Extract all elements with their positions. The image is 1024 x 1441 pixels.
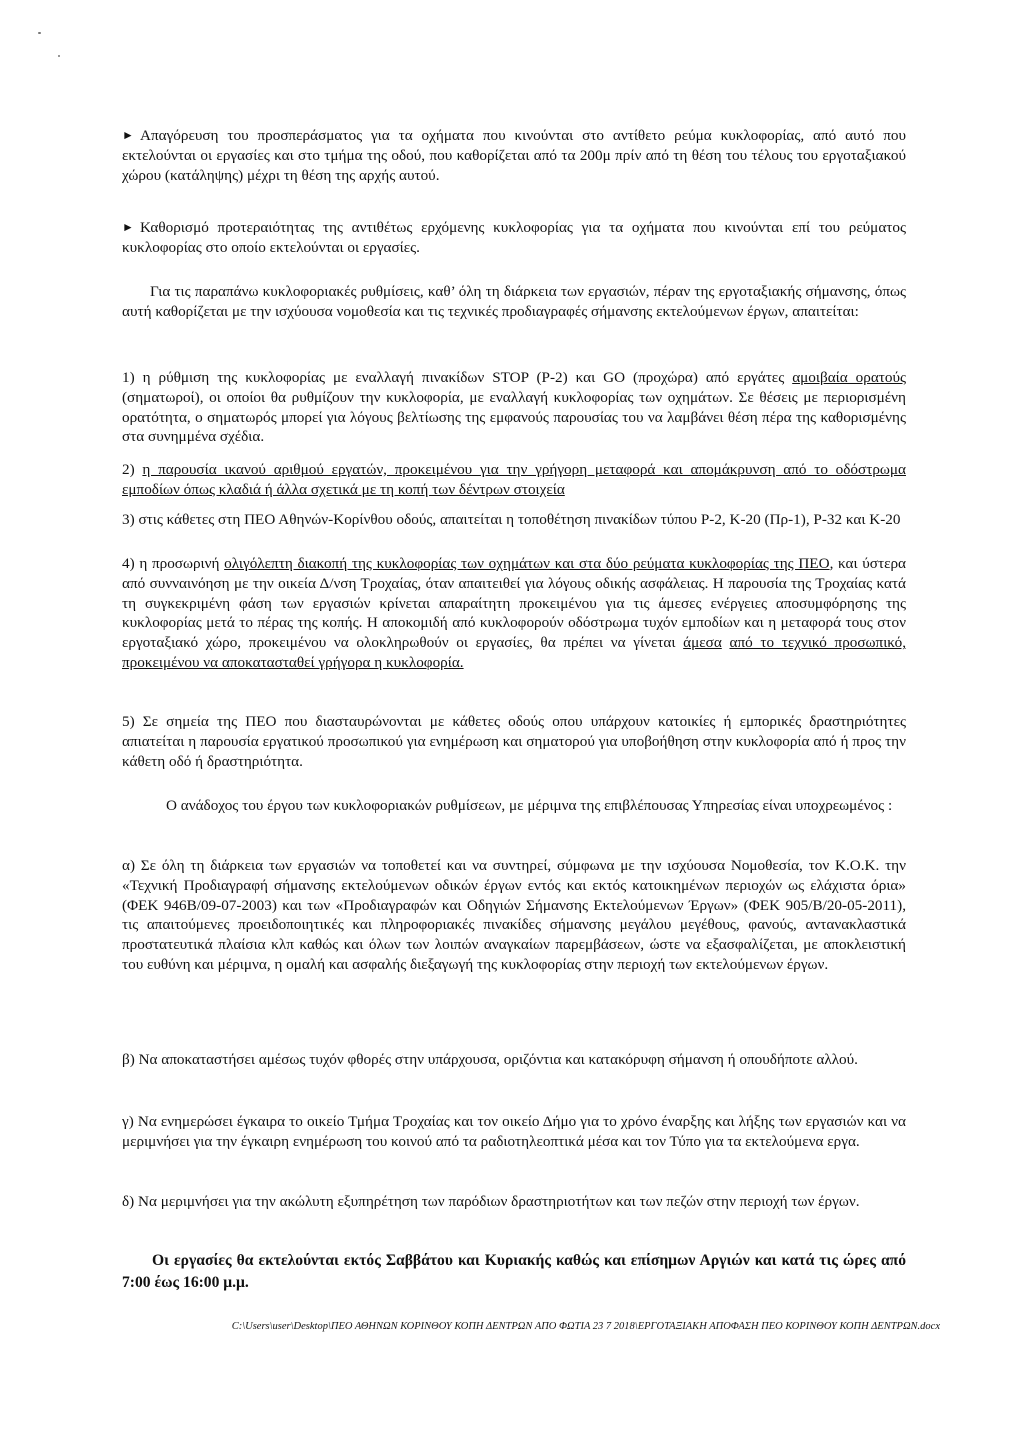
bullet-text: Απαγόρευση του προσπεράσματος για τα οχήματα που κινούνται στο αντίθετο ρεύμα κυκλοφορίας, από αυτό που εκτελούνται οι εργασίες και στο τμήμα της οδού, που καθορίζεται από τα 200μ πρίν από τη θέση του τέλους του εργοταξιακού χώρου (κατάληψης) μέχρι τη θέση της αρχής αυτού. bbox=[122, 127, 906, 184]
requirement-1-underlined: αμοιβαία ορατούς bbox=[792, 369, 907, 386]
bullet-text: Καθορισμό προτεραιότητας της αντιθέτως ερχόμενης κυκλοφορίας για τα οχήματα που κινούνται επί του ρεύματος κυκλοφορίας στο οποίο εκτελούνται οι εργασίες. bbox=[122, 219, 906, 256]
requirement-3: 3) στις κάθετες στη ΠΕΟ Αθηνών-Κορίνθου οδούς, απαιτείται η τοποθέτηση πινακίδων τύπου Ρ-2, Κ-20 (Πρ-1), Ρ-32 και Κ-20 bbox=[122, 511, 901, 528]
obligation-b: β) Να αποκαταστήσει αμέσως τυχόν φθορές στην υπάρχουσα, οριζόντια και κατακόρυφη σήμανση ή οπουδήποτε αλλού. bbox=[122, 1051, 858, 1068]
bullet-item bbox=[122, 218, 906, 258]
obligation-c: γ) Να ενημερώσει έγκαιρα το οικείο Τμήμα Τροχαίας και τον οικείο Δήμο για το χρόνο έναρξης και λήξης των εργασιών και να μεριμνήσει για την έγκαιρη ενημέρωση του κοινού από τα ραδιοτηλεοπτικά μέσα και τον Τύπο για τα εκτελούμενα εργα. bbox=[122, 1113, 906, 1150]
requirement-4-underlined-2: άμεσα bbox=[683, 634, 722, 652]
obligation-d: δ) Να μεριμνήσει για την ακώλυτη εξυπηρέτηση των παρόδιων δραστηριοτήτων και των πεζών στην περιοχή των έργων. bbox=[122, 1193, 860, 1210]
intro-paragraph: Για τις παραπάνω κυκλοφοριακές ρυθμίσεις, καθ’ όλη τη διάρκεια των εργασιών, πέραν της εργοταξιακής σήμανσης, όπως αυτή καθορίζεται με την ισχύουσα νομοθεσία και τις τεχνικές προδιαγραφές σήμανσης εκτελούμενων έργων, απαιτείται: bbox=[122, 283, 906, 320]
requirement-2 bbox=[122, 460, 906, 500]
scan-speck bbox=[38, 32, 41, 34]
requirement-2-underlined: η παρουσία ικανού αριθμού εργατών, προκειμένου για την γρήγορη μεταφορά και απομάκρυνση από το οδόστρωμα εμποδίων όπως κλαδιά ή άλλα σχετικά με τη κοπή των δέντρων στοιχεία bbox=[122, 461, 906, 498]
contractor-paragraph: Ο ανάδοχος του έργου των κυκλοφοριακών ρυθμίσεων, με μέριμνα της επιβλέπουσας Υπηρεσίας είναι υποχρεωμένος : bbox=[166, 797, 893, 814]
requirement-1 bbox=[122, 368, 906, 447]
footer-file-path: C:\Users\user\Desktop\ΠΕΟ ΑΘΗΝΩΝ ΚΟΡΙΝΘΟΥ ΚΟΠΗ ΔΕΝΤΡΩΝ ΑΠΟ ΦΩΤΙΑ 23 7 2018\ΕΡΓΟΤΑΞΙΑΚΗ ΑΠΟΦΑΣΗ ΠΕΟ ΚΟΡΙΝΘΟΥ ΚΟΠΗ ΔΕΝΤΡΩΝ.docx bbox=[231, 1321, 940, 1332]
requirement-4-underlined: ολιγόλεπτη διακοπή της κυκλοφορίας των οχημάτων και στα δύο ρεύματα κυκλοφορίας της ΠΕΟ bbox=[224, 555, 830, 572]
requirement-1-text: 1) η ρύθμιση της κυκλοφορίας με εναλλαγή πινακίδων STOP (Ρ-2) και GO (προχώρα) από εργάτες bbox=[122, 369, 785, 386]
requirement-4-text-cont: , και ύστερα από συνναινόηση με την οικεία Δ/νση Τροχαίας, όταν απαιτειθεί για λόγους οδικής ασφάλειας. Η παρουσία της Τροχαίας κατά τη συγκεκριμένη φάση των εργασιών κρίνεται απαραίτητη προκειμένου για τις άμεσες ενέργειες αποσυμφόρησης της κυκλοφορίας μετά το πέρας της κοπής. Η αποκομιδή από κυκλοφορούν οδόστρωμα τυχόν εμποδίων και η μεταφορά τους στον εργοταξιακό χώρο, προκειμένου να ολοκληρωθούν οι εργασίες, θα πρέπει να γίνεται bbox=[122, 555, 907, 652]
obligation-a: α) Σε όλη τη διάρκεια των εργασιών να τοποθετεί και να συντηρεί, σύμφωνα με την ισχύουσα Νομοθεσία, τον Κ.Ο.Κ. την «Τεχνική Προδιαγραφή σήμανσης εκτελούμενων οδικών έργων εντός και εκτός κατοικημένων περιοχών ως ελάχιστα όρια» (ΦΕΚ 946Β/09-07-2003) και των «Προδιαγραφών και Οδηγιών Σήμανσης Εκτελούμενων Έργων» (ΦΕΚ 905/Β/20-05-2011), τις απαιτούμενες προειδοποιητικές και πληροφοριακές πινακίδες σήμανσης μεγάλου μεγέθους, φανούς, αντανακλαστικά προστατευτικά πλαίσια κλπ καθώς και όλων των λοιπών αναγκαίων παρεμβάσεων, ώστε να εξασφαλίζεται, με αποκλειστική του ευθύνη και μέριμνα, η ομαλή και ασφαλής διεξαγωγή της κυκλοφορίας στην περιοχή των εκτελούμενων έργων. bbox=[122, 857, 906, 973]
requirement-2-number: 2) bbox=[122, 461, 135, 478]
bullet-item bbox=[122, 126, 906, 185]
requirement-4-text: 4) η προσωρινή bbox=[122, 555, 220, 572]
scan-speck bbox=[58, 55, 60, 57]
requirement-4-underlined-3: από το τεχνικό προσωπικό, προκειμένου να αποκατασταθεί γρήγορα η κυκλοφορία. bbox=[122, 634, 907, 671]
requirement-4 bbox=[122, 554, 906, 673]
triangle-right-icon: ► bbox=[122, 128, 134, 142]
schedule-note: Οι εργασίες θα εκτελούνται εκτός Σαββάτου και Κυριακής καθώς και επίσημων Αργιών και κατά τις ώρες από 7:00 έως 16:00 μ.μ. bbox=[122, 1252, 906, 1291]
requirement-1-text-cont: (σηματωροί), οι οποίοι θα ρυθμίζουν την κυκλοφορία, με εναλλαγή κυκλοφορίας των οχημάτων. Σε θέσεις με περιορισμένη ορατότητα, ο σηματωρός μπορεί για λόγους βελτίωσης της εμφανούς παρουσίας του να λαμβάνει θέση πέρα της καθορισμένης στα συνημμένα σχέδια. bbox=[122, 388, 906, 446]
requirement-5: 5) Σε σημεία της ΠΕΟ που διασταυρώνονται με κάθετες οδούς οπου υπάρχουν κατοικίες ή εμπορικές δραστηριότητες απιατείται η παρουσία εργατικού προσωπικού για ενημέρωση και σηματορού για υποβοήθηση στην κυκλοφορία από ή προς την κάθετη οδό ή δραστηριότητα. bbox=[122, 713, 906, 770]
triangle-right-icon: ► bbox=[122, 220, 134, 234]
